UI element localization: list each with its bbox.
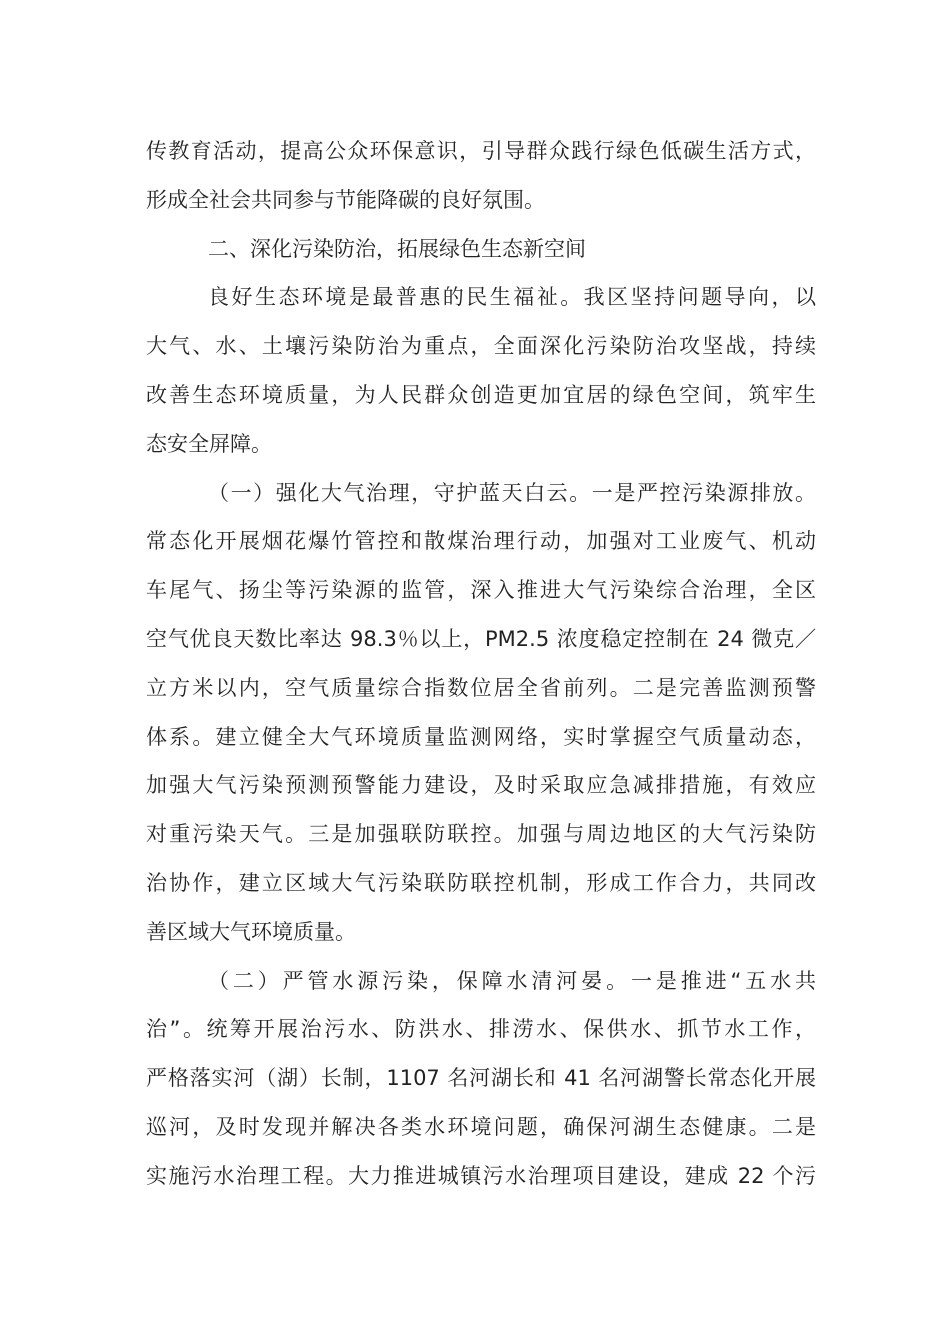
body-line: 车尾气、扬尘等污染源的监管，深入推进大气污染综合治理，全区: [146, 578, 816, 603]
body-line: 常态化开展烟花爆竹管控和散煤治理行动，加强对工业废气、机动: [146, 529, 816, 554]
body-line: 加强大气污染预测预警能力建设，及时采取应急减排措施，有效应: [146, 773, 816, 798]
document-body: [146, 127, 816, 1201]
body-line: 体系。建立健全大气环境质量监测网络，实时掌握空气质量动态，: [146, 724, 816, 749]
body-line: 大气、水、土壤污染防治为重点，全面深化污染防治攻坚战，持续: [146, 334, 816, 359]
body-line: 巡河，及时发现并解决各类水环境问题，确保河湖生态健康。二是: [146, 1114, 816, 1139]
body-line: 改善生态环境质量，为人民群众创造更加宜居的绿色空间，筑牢生: [146, 382, 816, 407]
body-line: 立方米以内，空气质量综合指数位居全省前列。二是完善监测预警: [146, 675, 816, 700]
body-line: 善区域大气环境质量。: [146, 919, 356, 944]
body-line: 治”。统筹开展治污水、防洪水、排涝水、保供水、抓节水工作，: [146, 1017, 816, 1042]
body-line: 态安全屏障。: [146, 431, 272, 456]
section-heading: 二、深化污染防治，拓展绿色生态新空间: [208, 236, 586, 261]
subsection-heading: （二）严管水源污染，保障水清河晏。一是推进“五水共: [208, 968, 816, 993]
body-line: 严格落实河（湖）长制，1107 名河湖长和 41 名河湖警长常态化开展: [146, 1066, 816, 1091]
body-line: 对重污染天气。三是加强联防联控。加强与周边地区的大气污染防: [146, 822, 816, 847]
body-line: 治协作，建立区域大气污染联防联控机制，形成工作合力，共同改: [146, 870, 816, 895]
subsection-heading: （一）强化大气治理，守护蓝天白云。一是严控污染源排放。: [208, 480, 816, 505]
body-line: 良好生态环境是最普惠的民生福祉。我区坚持问题导向，以: [208, 285, 816, 310]
body-line: 实施污水治理工程。大力推进城镇污水治理项目建设，建成 22 个污: [146, 1163, 816, 1188]
body-line: 传教育活动，提高公众环保意识，引导群众践行绿色低碳生活方式，: [146, 139, 816, 163]
body-line: 空气优良天数比率达 98.3％以上，PM2.5 浓度稳定控制在 24 微克／: [146, 626, 816, 651]
body-line: 形成全社会共同参与节能降碳的良好氛围。: [146, 187, 545, 212]
